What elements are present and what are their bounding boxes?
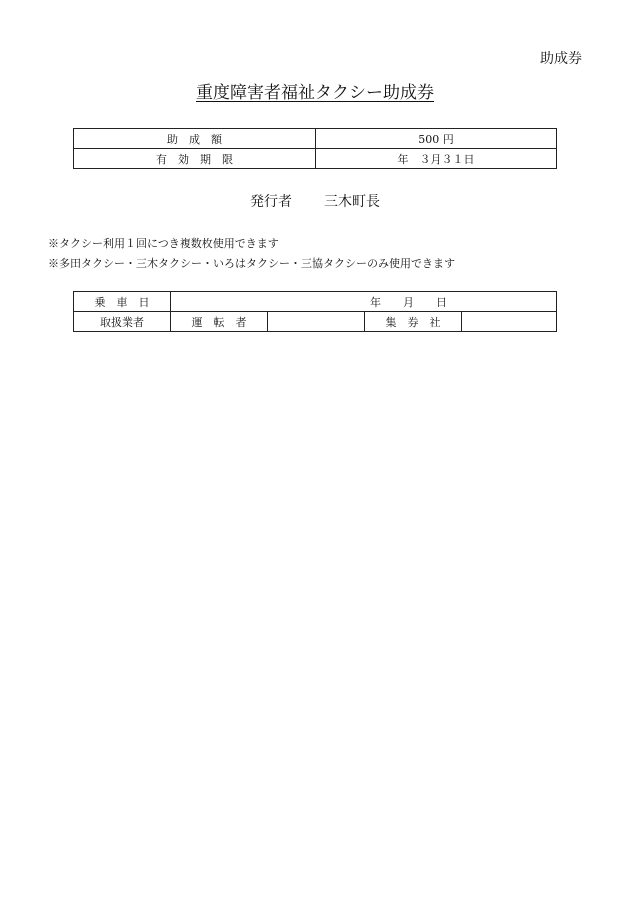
driver-label: 運 転 者 [171,312,268,332]
handler-row [74,312,557,332]
document-title: 重度障害者福祉タクシー助成券 [196,83,434,103]
validity-value: 年 ３月３１日 [316,149,557,169]
issuer-name: 三木町長 [324,194,380,210]
issuer-line [0,191,630,211]
document-title-wrap [0,78,630,103]
ride-date-row [74,292,557,312]
validity-label: 有 効 期 限 [74,149,316,169]
note-item: ※多田タクシー・三木タクシー・いろはタクシー・三協タクシーのみ使用できます [48,257,455,270]
amount-label: 助 成 額 [74,129,316,149]
amount-value: 500 円 [316,129,557,149]
ride-date-label: 乗 車 日 [74,292,171,312]
amount-row [74,129,557,149]
collector-label: 集 券 社 [365,312,462,332]
handler-label: 取扱業者 [74,312,171,332]
note-item: ※タクシー利用１回につき複数枚使用できます [48,237,279,250]
collector-value[interactable] [462,312,557,332]
validity-row [74,149,557,169]
driver-value[interactable] [268,312,365,332]
ride-table [73,291,557,332]
ride-date-value: 年 月 日 [171,292,557,312]
summary-table [73,128,557,169]
notes [48,234,455,274]
corner-label: 助成券 [540,51,582,67]
issuer-label: 発行者 [250,194,292,210]
